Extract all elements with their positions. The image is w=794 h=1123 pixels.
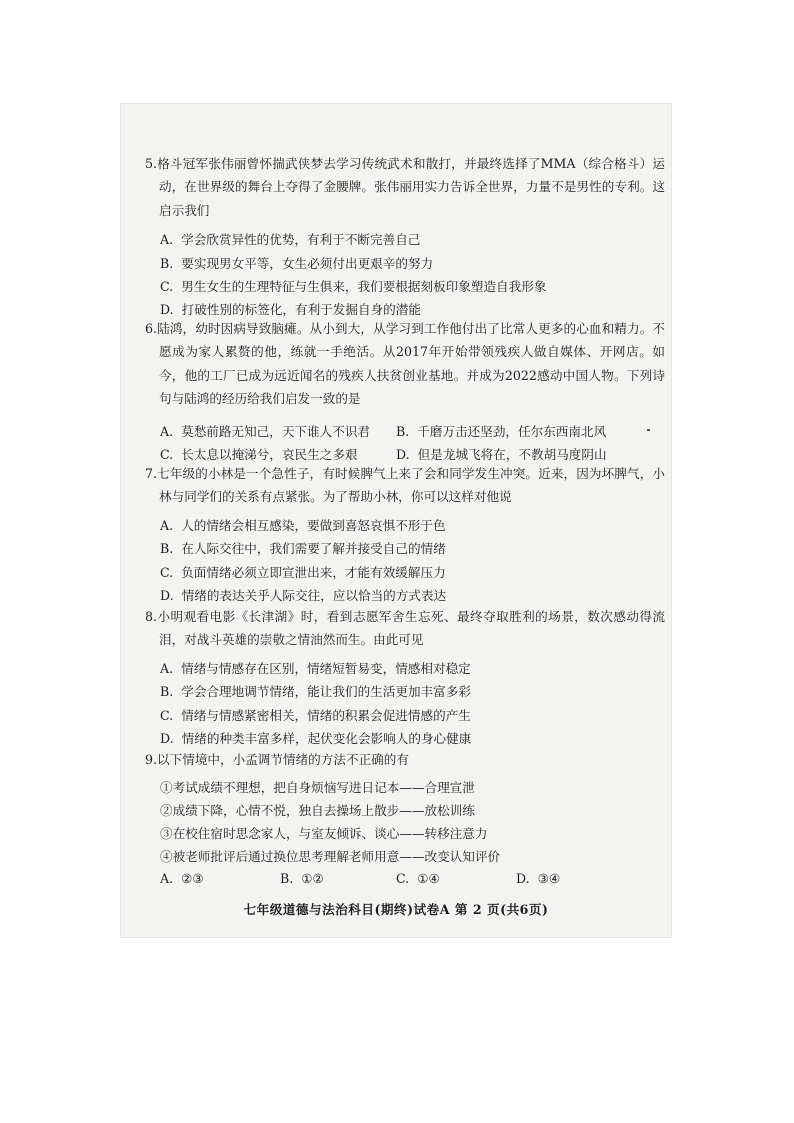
question-stem bbox=[145, 152, 665, 222]
option-text: 情绪的表达关乎人际交往，应以恰当的方式表达 bbox=[181, 588, 447, 603]
option-text: ①④ bbox=[417, 871, 440, 886]
statement-3: ③在校住宿时思念家人，与室友倾诉、谈心——转移注意力 bbox=[160, 826, 488, 841]
option-8c bbox=[160, 705, 471, 724]
option-text: 学会合理地调节情绪，能让我们的生活更加丰富多彩 bbox=[181, 684, 471, 699]
question-9 bbox=[145, 748, 665, 771]
option-letter: B. bbox=[160, 256, 174, 271]
option-text: 莫愁前路无知己，天下谁人不识君 bbox=[181, 424, 371, 439]
question-6 bbox=[145, 317, 665, 411]
option-text: 负面情绪必须立即宣泄出来，才能有效缓解压力 bbox=[181, 565, 446, 580]
question-stem bbox=[145, 605, 665, 652]
option-text: 男生女生的生理特征与生俱来，我们要根据刻板印象塑造自我形象 bbox=[181, 279, 547, 294]
question-text: 陆鸿，幼时因病导致脑瘫。从小到大，从学习到工作他付出了比常人更多的心血和精力。不愿成为家人累赘的他，练就一手绝活。从2017年开始带领残疾人做自媒体、开网店。如今，他的工厂已成为远近闻名的残疾人扶贫创业基地。并成为2022感动中国人物。下列诗句与陆鸿的经历给我们启发一致的是 bbox=[157, 321, 665, 407]
question-5 bbox=[145, 152, 665, 222]
option-letter: C. bbox=[160, 447, 174, 462]
statement-4: ④被老师批评后通过换位思考理解老师用意——改变认知评价 bbox=[160, 849, 501, 864]
question-7 bbox=[145, 462, 665, 509]
scan-speck bbox=[647, 429, 650, 431]
option-letter: D. bbox=[160, 588, 174, 603]
option-6b bbox=[396, 421, 606, 440]
option-letter: C. bbox=[396, 871, 410, 886]
option-letter: D. bbox=[516, 871, 530, 886]
option-text: 长太息以掩涕兮，哀民生之多艰 bbox=[181, 447, 358, 462]
option-7c bbox=[160, 562, 446, 581]
option-6a bbox=[160, 421, 370, 440]
option-8d bbox=[160, 728, 471, 747]
option-text: 情绪与情感紧密相关，情绪的积累会促进情感的产生 bbox=[181, 708, 471, 723]
question-stem bbox=[145, 317, 665, 411]
option-text: 打破性别的标签化，有利于发掘自身的潜能 bbox=[181, 302, 421, 317]
option-text: 千磨万击还坚劲，任尔东西南北风 bbox=[417, 424, 607, 439]
option-5b bbox=[160, 253, 433, 272]
option-6c bbox=[160, 444, 358, 463]
option-text: 但是龙城飞将在，不教胡马度阴山 bbox=[417, 447, 607, 462]
option-letter: C. bbox=[160, 565, 174, 580]
option-8b bbox=[160, 681, 471, 700]
option-7d bbox=[160, 585, 446, 604]
option-text: 在人际交往中，我们需要了解并接受自己的情绪 bbox=[181, 541, 446, 556]
question-text: 七年级的小林是一个急性子，有时候脾气上来了会和同学发生冲突。近来，因为坏脾气，小林与同学们的关系有点紧张。为了帮助小林，你可以这样对他说 bbox=[157, 466, 665, 505]
question-text: 格斗冠军张伟丽曾怀揣武侠梦去学习传统武术和散打，并最终选择了MMA（综合格斗）运动，在世界级的舞台上夺得了金腰牌。张伟丽用实力告诉全世界，力量不是男性的专利。这启示我们 bbox=[157, 156, 665, 218]
question-number: 9. bbox=[145, 752, 158, 767]
question-text: 以下情境中，小孟调节情绪的方法不正确的有 bbox=[157, 752, 409, 767]
question-number: 8. bbox=[145, 609, 158, 624]
exam-page bbox=[120, 103, 672, 938]
question-number: 6. bbox=[145, 321, 158, 336]
option-6d bbox=[396, 444, 607, 463]
option-text: 情绪与情感存在区别，情绪短暂易变，情感相对稳定 bbox=[181, 661, 471, 676]
option-text: 人的情绪会相互感染，要做到喜怒哀惧不形于色 bbox=[181, 518, 446, 533]
option-5d bbox=[160, 299, 421, 318]
option-9d bbox=[516, 871, 560, 886]
option-7b bbox=[160, 538, 446, 557]
option-letter: B. bbox=[160, 541, 174, 556]
statement-1: ①考试成绩不理想，把自身烦恼写进日记本——合理宣泄 bbox=[160, 780, 475, 795]
option-letter: C. bbox=[160, 279, 174, 294]
question-stem bbox=[145, 462, 665, 509]
page-footer: 七年级道德与法治科目(期终)试卷A 第 2 页(共6页) bbox=[243, 902, 549, 917]
option-7a bbox=[160, 515, 446, 534]
option-letter: A. bbox=[160, 518, 174, 533]
question-text: 小明观看电影《长津湖》时，看到志愿军舍生忘死、最终夺取胜利的场景，数次感动得流泪，对战斗英雄的崇敬之情油然而生。由此可见 bbox=[157, 609, 665, 648]
option-letter: D. bbox=[160, 302, 174, 317]
option-letter: B. bbox=[396, 424, 410, 439]
option-8a bbox=[160, 658, 471, 677]
option-text: ③④ bbox=[537, 871, 561, 886]
option-text: 情绪的种类丰富多样，起伏变化会影响人的身心健康 bbox=[181, 731, 472, 746]
question-number: 5. bbox=[145, 156, 158, 171]
option-9c bbox=[396, 871, 440, 886]
option-letter: A. bbox=[160, 661, 174, 676]
option-letter: A. bbox=[160, 871, 174, 886]
question-stem bbox=[145, 748, 665, 771]
option-5c bbox=[160, 276, 546, 295]
option-9a bbox=[160, 871, 204, 886]
option-text: ①② bbox=[301, 871, 324, 886]
option-letter: D. bbox=[396, 447, 410, 462]
question-number: 7. bbox=[145, 466, 158, 481]
option-text: 要实现男女平等，女生必须付出更艰辛的努力 bbox=[181, 256, 434, 271]
option-letter: C. bbox=[160, 708, 174, 723]
option-letter: D. bbox=[160, 731, 174, 746]
question-8 bbox=[145, 605, 665, 652]
statement-2: ②成绩下降，心情不悦，独自去操场上散步——放松训练 bbox=[160, 803, 475, 818]
option-letter: A. bbox=[160, 232, 174, 247]
option-text: ②③ bbox=[181, 871, 204, 886]
option-letter: A. bbox=[160, 424, 174, 439]
option-letter: B. bbox=[160, 684, 174, 699]
option-5a bbox=[160, 229, 420, 248]
option-9b bbox=[280, 871, 324, 886]
option-text: 学会欣赏异性的优势，有利于不断完善自己 bbox=[181, 232, 421, 247]
option-letter: B. bbox=[280, 871, 294, 886]
